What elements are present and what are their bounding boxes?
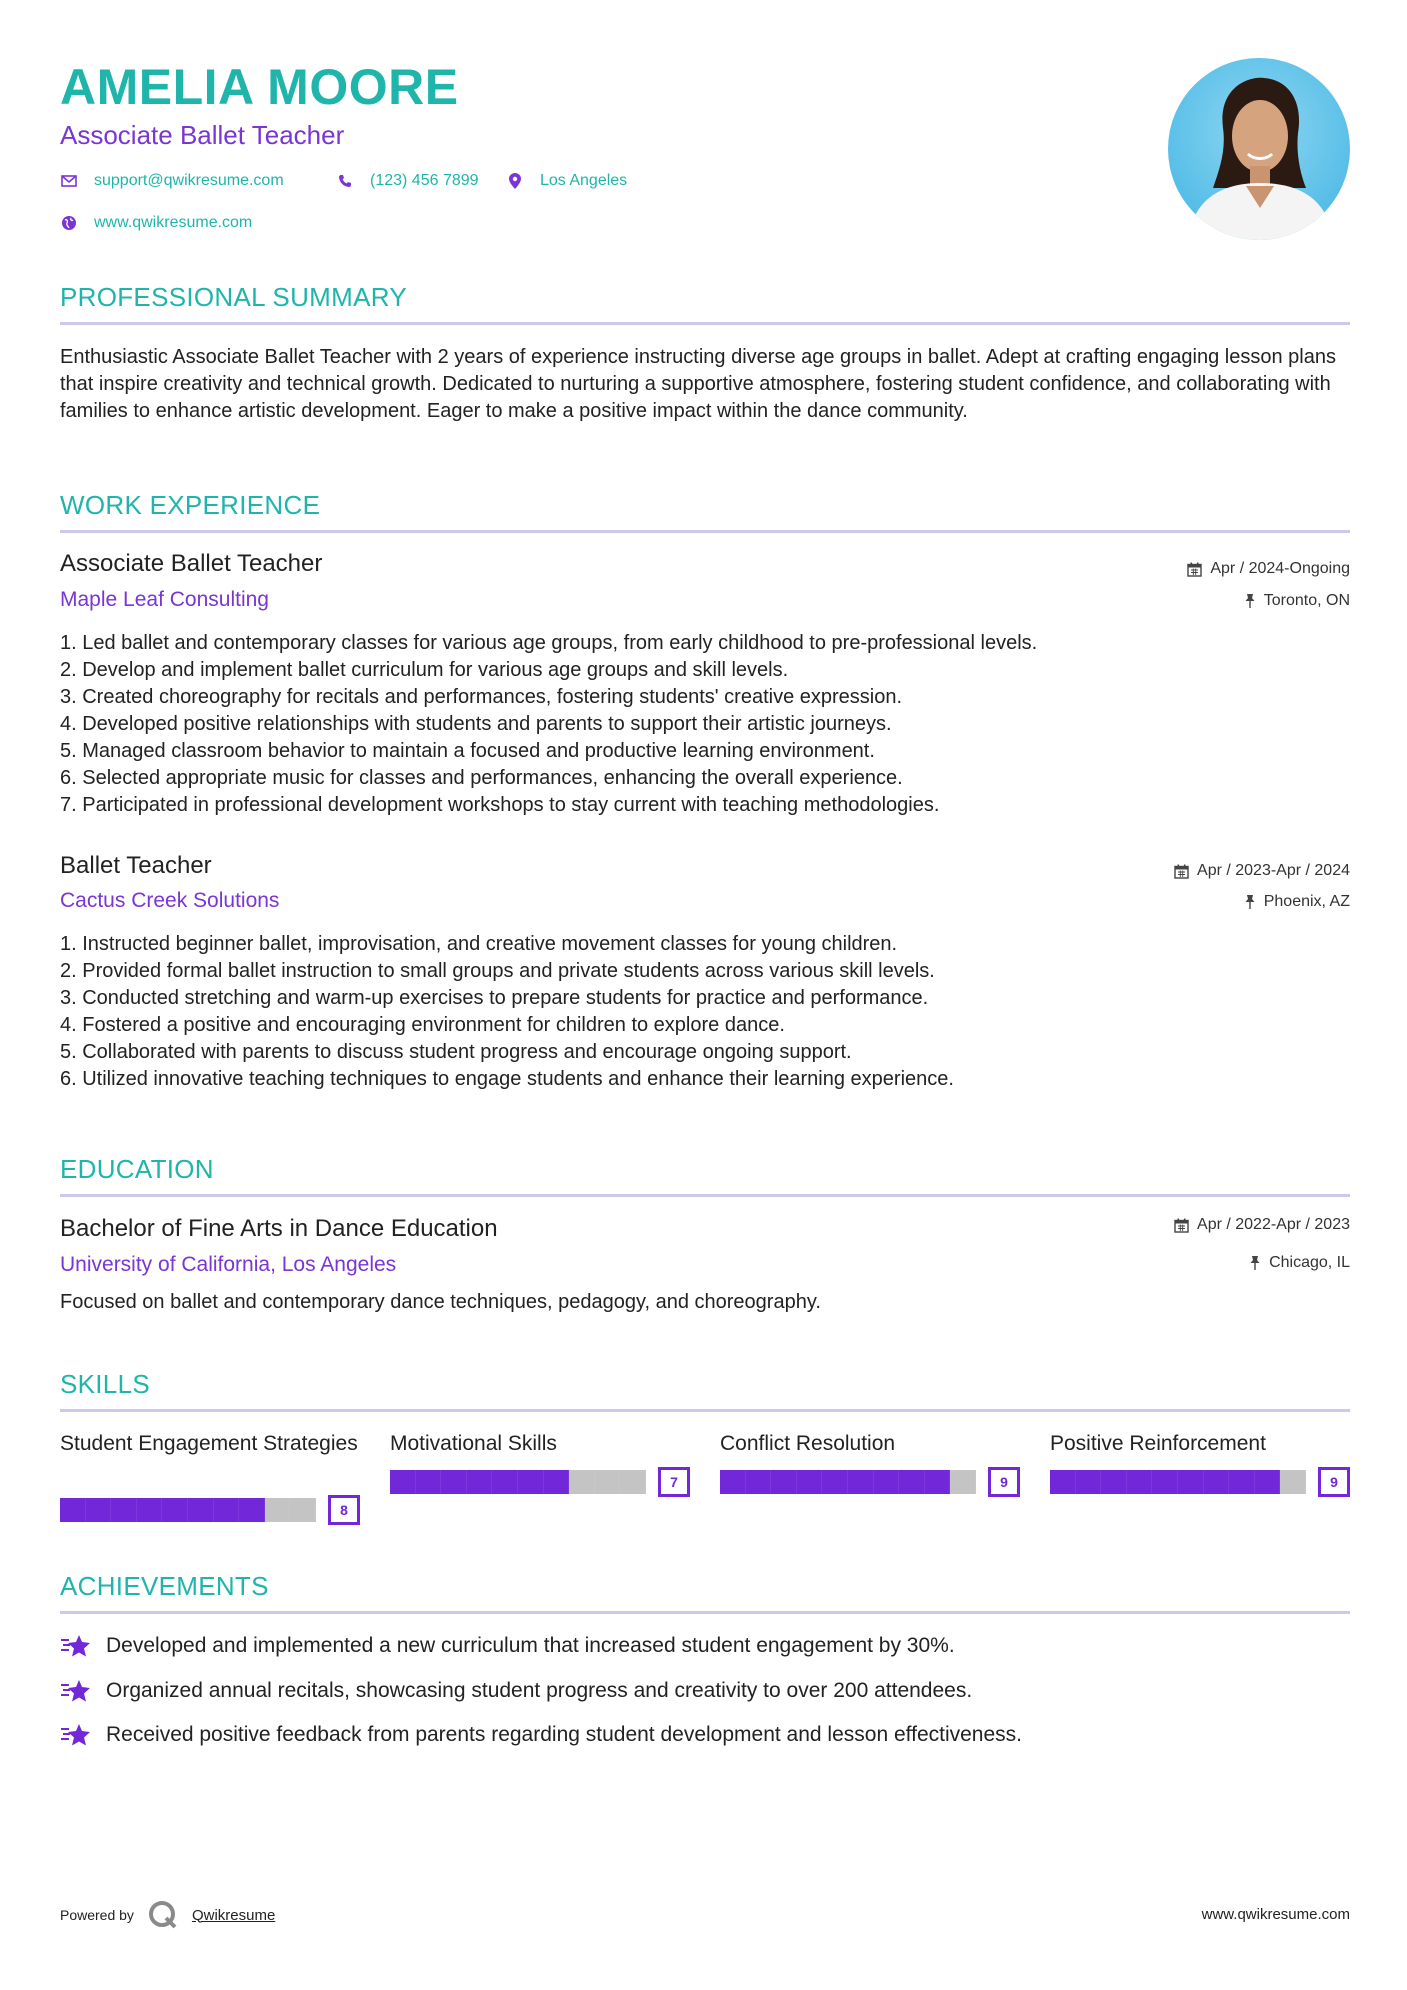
job-location [1244, 893, 1350, 911]
pin-icon [1249, 1255, 1261, 1271]
skill-score: 8 [328, 1495, 360, 1525]
skill-bar-segment [1229, 1470, 1255, 1494]
job-location-text: Phoenix, AZ [1263, 893, 1350, 910]
skill-bar-segment [848, 1470, 874, 1494]
education-location [1249, 1254, 1350, 1272]
skill-bar-segment [1127, 1470, 1153, 1494]
skill-bar-segment [390, 1470, 416, 1494]
education-dates [1174, 1216, 1350, 1234]
skill-bar-segment [1050, 1470, 1076, 1494]
skill-bar-segment [60, 1498, 86, 1522]
website-text: www.qwikresume.com [94, 214, 253, 231]
pin-icon [1244, 894, 1256, 910]
education-school: University of California, Los Angeles [60, 1253, 397, 1276]
calendar-icon [1174, 1218, 1189, 1233]
list-item: 3. Conducted stretching and warm-up exercises to prepare students for practice and performance. [60, 987, 929, 1009]
list-item: 5. Managed classroom behavior to maintain a focused and productive learning environment. [60, 740, 875, 762]
achievement-item [60, 1632, 955, 1660]
skill-bar-segment [544, 1470, 570, 1494]
achievement-item [60, 1721, 1022, 1749]
list-item: 4. Fostered a positive and encouraging environment for children to explore dance. [60, 1014, 785, 1036]
skill-bar-segment [441, 1470, 467, 1494]
skill-bar-segment [111, 1498, 137, 1522]
skill-bar [390, 1467, 690, 1497]
skill-bar-segment [874, 1470, 900, 1494]
skill-bar-segment [467, 1470, 493, 1494]
star-icon [60, 1677, 92, 1705]
skill-bar-track [1050, 1470, 1306, 1494]
skill-score: 9 [1318, 1467, 1350, 1497]
education-degree: Bachelor of Fine Arts in Dance Education [60, 1215, 498, 1242]
section-title-skills: SKILLS [60, 1369, 150, 1399]
section-divider [60, 322, 1350, 325]
qwikresume-link[interactable]: Qwikresume [191, 1906, 276, 1924]
calendar-icon [1187, 562, 1202, 577]
map-pin-icon [506, 172, 524, 190]
qwikresume-logo-icon [148, 1900, 178, 1930]
skill-bar [720, 1467, 1020, 1497]
location-text: Los Angeles [540, 172, 628, 189]
skill-bar-track [60, 1498, 316, 1522]
skill-name: Conflict Resolution [720, 1432, 896, 1455]
skill-name: Positive Reinforcement [1050, 1432, 1266, 1455]
phone-icon [336, 172, 354, 190]
section-divider [60, 530, 1350, 533]
skill-bar-segment [797, 1470, 823, 1494]
skill-bar-segment [1152, 1470, 1178, 1494]
candidate-name: AMELIA MOORE [60, 59, 459, 115]
skill-bar-segment [925, 1470, 951, 1494]
education-location-text: Chicago, IL [1269, 1254, 1350, 1271]
section-divider [60, 1409, 1350, 1412]
achievement-text: Received positive feedback from parents regarding student development and lesson effectiveness. [106, 1723, 1022, 1746]
skill-bar-segment [746, 1470, 772, 1494]
skill-bar-segment [1280, 1470, 1306, 1494]
email-text: support@qwikresume.com [94, 172, 284, 189]
list-item: 6. Selected appropriate music for classes and performances, enhancing the overall experience. [60, 767, 903, 789]
calendar-icon [1174, 864, 1189, 879]
list-item: 2. Develop and implement ballet curriculum for various age groups and skill levels. [60, 659, 789, 681]
skill-bar-segment [162, 1498, 188, 1522]
job-title: Ballet Teacher [60, 852, 212, 879]
skill-bar-segment [137, 1498, 163, 1522]
section-divider [60, 1194, 1350, 1197]
job-dates [1187, 560, 1350, 578]
skill-bar-segment [1076, 1470, 1102, 1494]
star-icon [60, 1632, 92, 1660]
skill-bar-segment [1255, 1470, 1281, 1494]
achievement-text: Organized annual recitals, showcasing student progress and creativity to over 200 attendees. [106, 1679, 973, 1702]
skill-bar-segment [569, 1470, 595, 1494]
skill-bar-segment [822, 1470, 848, 1494]
skill-name: Student Engagement Strategies [60, 1432, 358, 1455]
section-title-experience: WORK EXPERIENCE [60, 490, 321, 520]
job-bullets [60, 931, 1350, 1093]
globe-icon [60, 214, 78, 232]
skill-item [390, 1430, 690, 1490]
section-title-achievements: ACHIEVEMENTS [60, 1571, 269, 1601]
skill-bar-segment [239, 1498, 265, 1522]
skill-item [60, 1430, 360, 1518]
job-company: Cactus Creek Solutions [60, 889, 280, 912]
skill-score: 9 [988, 1467, 1020, 1497]
skill-bar-segment [771, 1470, 797, 1494]
summary-text: Enthusiastic Associate Ballet Teacher with 2 years of experience instructing diverse age groups in ballet. Adept at crafting engaging lesson plans that inspire creativity and technical growth. Dedicated to nurturing a supportive atmosphere, fostering student confidence, and collaborating with families to enhance artistic development. Eager to make a positive impact within the dance community. [60, 346, 1336, 422]
skill-bar-segment [1204, 1470, 1230, 1494]
list-item: 3. Created choreography for recitals and performances, fostering students' creative expression. [60, 686, 903, 708]
skill-bar-segment [720, 1470, 746, 1494]
contact-email[interactable] [60, 172, 284, 190]
skill-bar [60, 1495, 360, 1525]
list-item: 7. Participated in professional development workshops to stay current with teaching methodologies. [60, 794, 940, 816]
skill-bar-segment [595, 1470, 621, 1494]
contact-location [506, 172, 627, 190]
skill-bar-segment [290, 1498, 316, 1522]
job-location-text: Toronto, ON [1263, 592, 1350, 609]
skill-item [1050, 1430, 1350, 1490]
section-title-education: EDUCATION [60, 1154, 214, 1184]
skill-bar-segment [86, 1498, 112, 1522]
resume-page [60, 0, 1350, 1990]
list-item: 5. Collaborated with parents to discuss student progress and encourage ongoing support. [60, 1041, 852, 1063]
star-icon [60, 1721, 92, 1749]
skill-bar-segment [265, 1498, 291, 1522]
profile-photo [1168, 58, 1350, 240]
skill-bar-segment [492, 1470, 518, 1494]
skill-bar-segment [416, 1470, 442, 1494]
education-dates-text: Apr / 2022-Apr / 2023 [1197, 1216, 1350, 1233]
job-dates-text: Apr / 2024-Ongoing [1210, 560, 1350, 577]
skill-score: 7 [658, 1467, 690, 1497]
list-item: 1. Led ballet and contemporary classes for various age groups, from early childhood to pre-professional levels. [60, 632, 1038, 654]
skill-bar [1050, 1467, 1350, 1497]
job-location [1244, 592, 1350, 610]
job-dates [1174, 862, 1350, 880]
list-item: 2. Provided formal ballet instruction to small groups and private students across various skill levels. [60, 960, 935, 982]
skill-bar-track [720, 1470, 976, 1494]
skill-name: Motivational Skills [390, 1432, 557, 1455]
footer-powered-by [60, 1900, 275, 1930]
contact-website[interactable] [60, 214, 252, 232]
pin-icon [1244, 593, 1256, 609]
section-divider [60, 1611, 1350, 1614]
envelope-icon [60, 172, 78, 190]
job-company: Maple Leaf Consulting [60, 588, 269, 611]
skill-bar-segment [188, 1498, 214, 1522]
skill-bar-segment [1178, 1470, 1204, 1494]
list-item: 4. Developed positive relationships with students and parents to support their artistic journeys. [60, 713, 892, 735]
skill-bar-segment [518, 1470, 544, 1494]
job-bullets [60, 630, 1350, 819]
job-title: Associate Ballet Teacher [60, 550, 323, 577]
achievement-text: Developed and implemented a new curriculum that increased student engagement by 30%. [106, 1634, 955, 1657]
job-dates-text: Apr / 2023-Apr / 2024 [1197, 862, 1350, 879]
education-description: Focused on ballet and contemporary dance techniques, pedagogy, and choreography. [60, 1291, 821, 1313]
skill-bar-segment [214, 1498, 240, 1522]
list-item: 6. Utilized innovative teaching techniques to engage students and enhance their learning experience. [60, 1068, 954, 1090]
list-item: 1. Instructed beginner ballet, improvisation, and creative movement classes for young children. [60, 933, 898, 955]
skill-bar-track [390, 1470, 646, 1494]
skill-item [720, 1430, 1020, 1490]
skill-bar-segment [620, 1470, 646, 1494]
candidate-title: Associate Ballet Teacher [60, 120, 345, 150]
skill-bar-segment [950, 1470, 976, 1494]
section-title-summary: PROFESSIONAL SUMMARY [60, 282, 407, 312]
phone-text: (123) 456 7899 [370, 172, 479, 189]
footer-url[interactable]: www.qwikresume.com [1201, 1906, 1350, 1923]
contact-phone[interactable] [336, 172, 479, 190]
achievement-item [60, 1677, 972, 1705]
powered-by-label: Powered by [60, 1907, 134, 1923]
skill-bar-segment [899, 1470, 925, 1494]
skill-bar-segment [1101, 1470, 1127, 1494]
